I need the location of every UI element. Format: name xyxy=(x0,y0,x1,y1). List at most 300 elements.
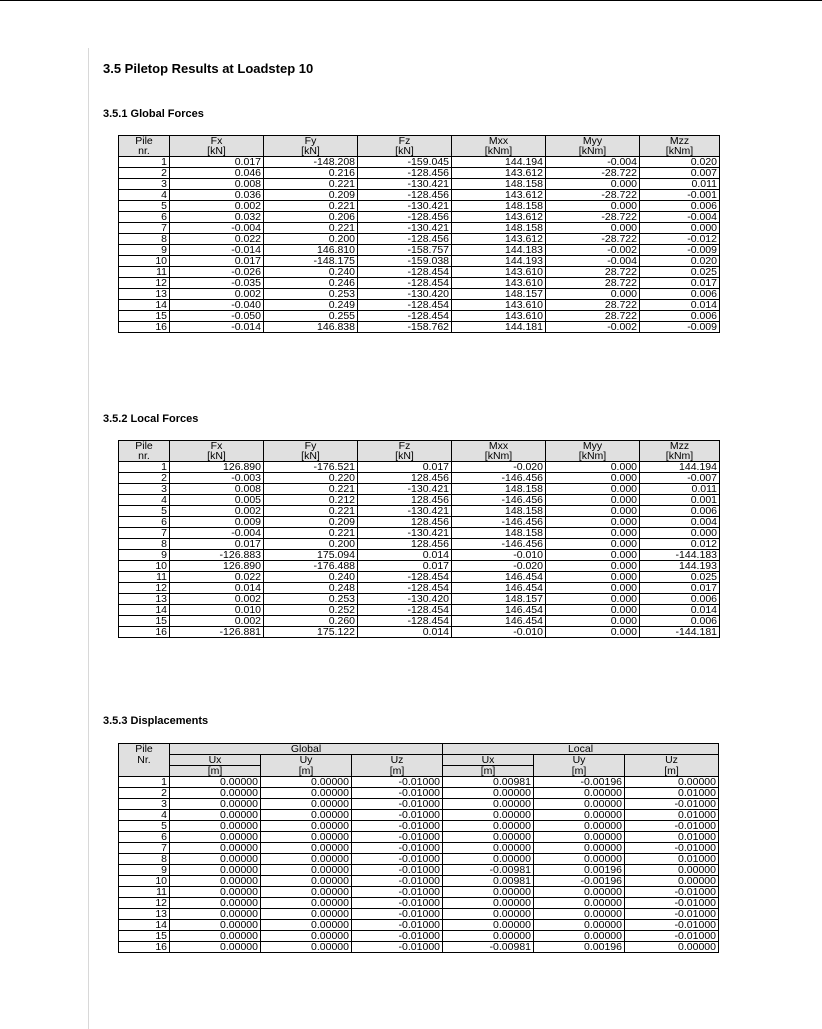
value-cell: -130.421 xyxy=(358,179,452,190)
gf-header-cell: [kN] xyxy=(358,146,452,157)
value-cell: -128.454 xyxy=(358,583,452,594)
value-cell: 0.00000 xyxy=(443,898,534,909)
value-cell: 0.209 xyxy=(264,517,358,528)
value-cell: -144.181 xyxy=(640,627,720,638)
value-cell: 0.002 xyxy=(170,594,264,605)
gf-header-row xyxy=(119,136,720,147)
value-cell: 0.010 xyxy=(170,605,264,616)
value-cell: 0.221 xyxy=(264,484,358,495)
table-row xyxy=(119,484,720,495)
value-cell: 0.216 xyxy=(264,168,358,179)
value-cell: -176.488 xyxy=(264,561,358,572)
pile-number-cell: 7 xyxy=(119,223,170,234)
global-forces-table xyxy=(118,135,720,333)
value-cell: -0.01000 xyxy=(625,821,719,832)
value-cell: 0.00000 xyxy=(261,799,352,810)
disp-header-row xyxy=(119,766,719,777)
value-cell: -0.004 xyxy=(170,528,264,539)
pile-number-cell: 8 xyxy=(119,854,170,865)
value-cell: 0.000 xyxy=(546,616,640,627)
value-cell: -0.01000 xyxy=(352,799,443,810)
lf-header-cell: [kN] xyxy=(264,451,358,462)
value-cell: 0.017 xyxy=(170,157,264,168)
lf-header-cell: Pile xyxy=(119,441,170,452)
pile-number-cell: 2 xyxy=(119,788,170,799)
lf-header-cell: [kNm] xyxy=(640,451,720,462)
value-cell: 0.017 xyxy=(170,256,264,267)
value-cell: 0.00000 xyxy=(534,931,625,942)
gf-header-cell: Mxx xyxy=(452,136,546,147)
value-cell: -0.040 xyxy=(170,300,264,311)
disp-header-pile-cell: Nr. xyxy=(119,755,170,766)
value-cell: -0.00981 xyxy=(443,865,534,876)
value-cell: 28.722 xyxy=(546,311,640,322)
value-cell: 144.194 xyxy=(640,462,720,473)
value-cell: 0.253 xyxy=(264,594,358,605)
value-cell: -0.035 xyxy=(170,278,264,289)
pile-number-cell: 4 xyxy=(119,495,170,506)
value-cell: 0.00000 xyxy=(261,788,352,799)
value-cell: -128.454 xyxy=(358,572,452,583)
table-row xyxy=(119,942,719,953)
table-row xyxy=(119,157,720,168)
value-cell: 143.612 xyxy=(452,234,546,245)
value-cell: -0.01000 xyxy=(352,876,443,887)
value-cell: -28.722 xyxy=(546,234,640,245)
value-cell: -0.01000 xyxy=(352,865,443,876)
disp-header-cell: Ux xyxy=(443,755,534,766)
lf-header-row xyxy=(119,451,720,462)
value-cell: 0.000 xyxy=(546,561,640,572)
value-cell: 0.000 xyxy=(546,594,640,605)
value-cell: -28.722 xyxy=(546,168,640,179)
gf-header-cell: Fz xyxy=(358,136,452,147)
value-cell: 0.006 xyxy=(640,201,720,212)
value-cell: 0.000 xyxy=(546,473,640,484)
displacements-table xyxy=(118,743,719,953)
value-cell: 28.722 xyxy=(546,300,640,311)
value-cell: -130.421 xyxy=(358,484,452,495)
pile-number-cell: 11 xyxy=(119,887,170,898)
value-cell: -128.454 xyxy=(358,311,452,322)
lf-header-cell: [kNm] xyxy=(546,451,640,462)
value-cell: 0.00000 xyxy=(170,876,261,887)
value-cell: 0.00000 xyxy=(443,909,534,920)
value-cell: 0.017 xyxy=(640,583,720,594)
value-cell: 0.200 xyxy=(264,234,358,245)
table-row xyxy=(119,495,720,506)
pile-number-cell: 9 xyxy=(119,865,170,876)
value-cell: 0.014 xyxy=(170,583,264,594)
value-cell: 0.200 xyxy=(264,539,358,550)
value-cell: 0.00000 xyxy=(170,865,261,876)
value-cell: -158.757 xyxy=(358,245,452,256)
value-cell: 0.022 xyxy=(170,572,264,583)
value-cell: 0.240 xyxy=(264,572,358,583)
pile-number-cell: 15 xyxy=(119,616,170,627)
value-cell: -130.421 xyxy=(358,223,452,234)
value-cell: 0.00000 xyxy=(261,821,352,832)
value-cell: -0.01000 xyxy=(352,920,443,931)
value-cell: 0.014 xyxy=(358,627,452,638)
top-border-line xyxy=(0,0,822,1)
value-cell: 143.610 xyxy=(452,300,546,311)
value-cell: 143.612 xyxy=(452,168,546,179)
value-cell: 0.000 xyxy=(546,506,640,517)
value-cell: 0.014 xyxy=(640,605,720,616)
value-cell: 146.454 xyxy=(452,583,546,594)
pile-number-cell: 12 xyxy=(119,898,170,909)
lf-header-cell: [kN] xyxy=(170,451,264,462)
value-cell: -0.01000 xyxy=(352,898,443,909)
value-cell: 146.454 xyxy=(452,605,546,616)
value-cell: 0.00000 xyxy=(443,799,534,810)
value-cell: -146.456 xyxy=(452,473,546,484)
value-cell: 0.00000 xyxy=(170,942,261,953)
value-cell: 0.002 xyxy=(170,289,264,300)
table-row xyxy=(119,473,720,484)
value-cell: 0.005 xyxy=(170,495,264,506)
value-cell: 28.722 xyxy=(546,278,640,289)
value-cell: 0.006 xyxy=(640,594,720,605)
pile-number-cell: 5 xyxy=(119,506,170,517)
value-cell: -0.002 xyxy=(546,245,640,256)
value-cell: 0.000 xyxy=(546,539,640,550)
table-row xyxy=(119,234,720,245)
lf-header-cell: Fy xyxy=(264,441,358,452)
lf-header-cell: Fx xyxy=(170,441,264,452)
pile-number-cell: 7 xyxy=(119,528,170,539)
pile-number-cell: 13 xyxy=(119,909,170,920)
value-cell: 0.00000 xyxy=(261,942,352,953)
value-cell: 0.025 xyxy=(640,267,720,278)
value-cell: -0.001 xyxy=(640,190,720,201)
value-cell: -0.00196 xyxy=(534,876,625,887)
gf-header-cell: Pile xyxy=(119,136,170,147)
lf-header-cell: Fz xyxy=(358,441,452,452)
value-cell: 0.000 xyxy=(546,605,640,616)
pile-number-cell: 15 xyxy=(119,931,170,942)
value-cell: 144.194 xyxy=(452,157,546,168)
value-cell: 0.00000 xyxy=(534,788,625,799)
value-cell: -159.038 xyxy=(358,256,452,267)
value-cell: -0.01000 xyxy=(352,942,443,953)
value-cell: 148.158 xyxy=(452,484,546,495)
disp-header-cell: Uz xyxy=(625,755,719,766)
lf-header-cell: Mzz xyxy=(640,441,720,452)
value-cell: 0.00196 xyxy=(534,942,625,953)
value-cell: 0.000 xyxy=(546,223,640,234)
value-cell: 0.00000 xyxy=(443,810,534,821)
value-cell: 0.00000 xyxy=(625,777,719,788)
value-cell: 0.002 xyxy=(170,616,264,627)
pile-number-cell: 8 xyxy=(119,234,170,245)
value-cell: 0.000 xyxy=(546,179,640,190)
pile-number-cell: 12 xyxy=(119,278,170,289)
pile-number-cell: 11 xyxy=(119,572,170,583)
disp-header-pile-cell xyxy=(119,766,170,777)
value-cell: 148.158 xyxy=(452,201,546,212)
value-cell: 0.014 xyxy=(640,300,720,311)
value-cell: -0.01000 xyxy=(352,788,443,799)
value-cell: 0.00000 xyxy=(443,843,534,854)
value-cell: -128.456 xyxy=(358,234,452,245)
lf-header-cell: nr. xyxy=(119,451,170,462)
value-cell: -146.456 xyxy=(452,517,546,528)
table-row xyxy=(119,810,719,821)
disp-header-cell: [m] xyxy=(170,766,261,777)
value-cell: 0.000 xyxy=(640,223,720,234)
value-cell: -0.01000 xyxy=(352,821,443,832)
value-cell: 0.00000 xyxy=(261,931,352,942)
value-cell: 143.610 xyxy=(452,311,546,322)
table-row xyxy=(119,572,720,583)
value-cell: 0.000 xyxy=(546,583,640,594)
value-cell: -128.454 xyxy=(358,616,452,627)
value-cell: -28.722 xyxy=(546,190,640,201)
value-cell: -0.002 xyxy=(546,322,640,333)
value-cell: -159.045 xyxy=(358,157,452,168)
value-cell: 0.00000 xyxy=(170,799,261,810)
value-cell: 0.011 xyxy=(640,179,720,190)
table-row xyxy=(119,616,720,627)
value-cell: 0.00000 xyxy=(170,887,261,898)
disp-header-cell: Uy xyxy=(534,755,625,766)
lf-header-cell: Mxx xyxy=(452,441,546,452)
value-cell: 0.002 xyxy=(170,201,264,212)
pile-number-cell: 1 xyxy=(119,157,170,168)
value-cell: -0.010 xyxy=(452,550,546,561)
local-forces-title: 3.5.2 Local Forces xyxy=(103,413,199,425)
value-cell: 0.011 xyxy=(640,484,720,495)
value-cell: -0.01000 xyxy=(352,909,443,920)
pile-number-cell: 10 xyxy=(119,876,170,887)
value-cell: -0.003 xyxy=(170,473,264,484)
value-cell: 0.017 xyxy=(640,278,720,289)
value-cell: 0.260 xyxy=(264,616,358,627)
value-cell: -146.456 xyxy=(452,495,546,506)
value-cell: 146.810 xyxy=(264,245,358,256)
pile-number-cell: 4 xyxy=(119,190,170,201)
value-cell: 0.046 xyxy=(170,168,264,179)
value-cell: 0.00000 xyxy=(261,876,352,887)
value-cell: 0.00981 xyxy=(443,876,534,887)
value-cell: -0.00981 xyxy=(443,942,534,953)
value-cell: 0.01000 xyxy=(625,832,719,843)
value-cell: 0.000 xyxy=(546,462,640,473)
value-cell: 0.00000 xyxy=(443,832,534,843)
value-cell: 0.006 xyxy=(640,289,720,300)
pile-number-cell: 5 xyxy=(119,201,170,212)
table-row xyxy=(119,245,720,256)
value-cell: -148.175 xyxy=(264,256,358,267)
value-cell: -0.01000 xyxy=(352,887,443,898)
value-cell: 0.007 xyxy=(640,168,720,179)
disp-header-row xyxy=(119,755,719,766)
table-row xyxy=(119,212,720,223)
value-cell: 0.00000 xyxy=(534,887,625,898)
page-left-margin-rule xyxy=(88,48,89,1029)
value-cell: 0.206 xyxy=(264,212,358,223)
pile-number-cell: 3 xyxy=(119,799,170,810)
table-row xyxy=(119,322,720,333)
table-row xyxy=(119,799,719,810)
table-row xyxy=(119,627,720,638)
value-cell: 0.000 xyxy=(546,484,640,495)
disp-header-cell: Ux xyxy=(170,755,261,766)
value-cell: -0.007 xyxy=(640,473,720,484)
value-cell: 0.00000 xyxy=(261,920,352,931)
table-row xyxy=(119,605,720,616)
value-cell: 144.181 xyxy=(452,322,546,333)
value-cell: 175.122 xyxy=(264,627,358,638)
pile-number-cell: 3 xyxy=(119,484,170,495)
value-cell: 143.612 xyxy=(452,212,546,223)
value-cell: 143.612 xyxy=(452,190,546,201)
pile-number-cell: 14 xyxy=(119,300,170,311)
disp-group-local: Local xyxy=(443,744,719,755)
value-cell: 0.00000 xyxy=(443,920,534,931)
pile-number-cell: 15 xyxy=(119,311,170,322)
value-cell: 0.00000 xyxy=(261,810,352,821)
value-cell: 0.00000 xyxy=(443,821,534,832)
value-cell: -128.454 xyxy=(358,267,452,278)
value-cell: 0.00000 xyxy=(261,865,352,876)
table-row xyxy=(119,168,720,179)
value-cell: 0.252 xyxy=(264,605,358,616)
gf-header-cell: Myy xyxy=(546,136,640,147)
disp-header-cell: [m] xyxy=(261,766,352,777)
value-cell: -0.004 xyxy=(170,223,264,234)
value-cell: -148.208 xyxy=(264,157,358,168)
value-cell: 0.017 xyxy=(358,462,452,473)
table-row xyxy=(119,267,720,278)
value-cell: 0.00000 xyxy=(170,821,261,832)
gf-header-cell: [kNm] xyxy=(640,146,720,157)
table-row xyxy=(119,583,720,594)
value-cell: 0.00000 xyxy=(170,920,261,931)
table-row xyxy=(119,300,720,311)
value-cell: 0.221 xyxy=(264,201,358,212)
table-row xyxy=(119,876,719,887)
table-row xyxy=(119,920,719,931)
value-cell: 0.00196 xyxy=(534,865,625,876)
disp-header-cell: Uz xyxy=(352,755,443,766)
value-cell: -0.01000 xyxy=(625,843,719,854)
value-cell: 146.454 xyxy=(452,616,546,627)
table-row xyxy=(119,561,720,572)
gf-header-row xyxy=(119,146,720,157)
value-cell: -0.01000 xyxy=(625,909,719,920)
value-cell: 0.025 xyxy=(640,572,720,583)
value-cell: 148.158 xyxy=(452,223,546,234)
value-cell: 0.006 xyxy=(640,616,720,627)
value-cell: 0.009 xyxy=(170,517,264,528)
value-cell: 0.00000 xyxy=(170,777,261,788)
disp-header-cell: [m] xyxy=(625,766,719,777)
value-cell: 146.838 xyxy=(264,322,358,333)
value-cell: 0.00000 xyxy=(534,920,625,931)
pile-number-cell: 14 xyxy=(119,605,170,616)
value-cell: -0.00196 xyxy=(534,777,625,788)
pile-number-cell: 16 xyxy=(119,942,170,953)
pile-number-cell: 16 xyxy=(119,322,170,333)
table-row xyxy=(119,821,719,832)
table-row xyxy=(119,539,720,550)
value-cell: 0.221 xyxy=(264,528,358,539)
value-cell: 128.456 xyxy=(358,495,452,506)
table-row xyxy=(119,865,719,876)
value-cell: 0.00000 xyxy=(443,854,534,865)
value-cell: 144.183 xyxy=(452,245,546,256)
table-row xyxy=(119,777,719,788)
value-cell: -0.020 xyxy=(452,462,546,473)
table-row xyxy=(119,462,720,473)
value-cell: 148.158 xyxy=(452,528,546,539)
value-cell: 0.017 xyxy=(358,561,452,572)
value-cell: 0.00000 xyxy=(534,843,625,854)
value-cell: -0.026 xyxy=(170,267,264,278)
pile-number-cell: 13 xyxy=(119,289,170,300)
value-cell: 0.020 xyxy=(640,256,720,267)
value-cell: -0.01000 xyxy=(352,843,443,854)
value-cell: 0.253 xyxy=(264,289,358,300)
value-cell: -128.454 xyxy=(358,300,452,311)
table-row xyxy=(119,190,720,201)
value-cell: -0.01000 xyxy=(625,931,719,942)
value-cell: 0.00000 xyxy=(625,865,719,876)
value-cell: -0.014 xyxy=(170,322,264,333)
value-cell: -128.456 xyxy=(358,168,452,179)
pile-number-cell: 6 xyxy=(119,832,170,843)
value-cell: 0.01000 xyxy=(625,810,719,821)
pile-number-cell: 2 xyxy=(119,168,170,179)
value-cell: 0.004 xyxy=(640,517,720,528)
value-cell: -0.01000 xyxy=(625,920,719,931)
value-cell: 0.002 xyxy=(170,506,264,517)
value-cell: -0.020 xyxy=(452,561,546,572)
table-row xyxy=(119,788,719,799)
value-cell: -130.420 xyxy=(358,594,452,605)
value-cell: 0.00000 xyxy=(625,876,719,887)
value-cell: -130.421 xyxy=(358,201,452,212)
value-cell: 0.017 xyxy=(170,539,264,550)
value-cell: 0.00000 xyxy=(534,821,625,832)
pile-number-cell: 10 xyxy=(119,561,170,572)
pile-number-cell: 4 xyxy=(119,810,170,821)
pile-number-cell: 1 xyxy=(119,462,170,473)
pile-number-cell: 9 xyxy=(119,550,170,561)
value-cell: 0.248 xyxy=(264,583,358,594)
value-cell: 0.00000 xyxy=(443,931,534,942)
value-cell: 0.00000 xyxy=(261,832,352,843)
value-cell: 0.00000 xyxy=(170,843,261,854)
value-cell: 143.610 xyxy=(452,267,546,278)
value-cell: 0.246 xyxy=(264,278,358,289)
value-cell: 0.240 xyxy=(264,267,358,278)
table-row xyxy=(119,289,720,300)
value-cell: -128.454 xyxy=(358,605,452,616)
value-cell: 0.00000 xyxy=(261,843,352,854)
value-cell: 0.012 xyxy=(640,539,720,550)
gf-header-cell: Fy xyxy=(264,136,358,147)
value-cell: -0.012 xyxy=(640,234,720,245)
value-cell: 144.193 xyxy=(640,561,720,572)
pile-number-cell: 11 xyxy=(119,267,170,278)
lf-header-cell: [kNm] xyxy=(452,451,546,462)
value-cell: 0.00000 xyxy=(443,887,534,898)
value-cell: -28.722 xyxy=(546,212,640,223)
